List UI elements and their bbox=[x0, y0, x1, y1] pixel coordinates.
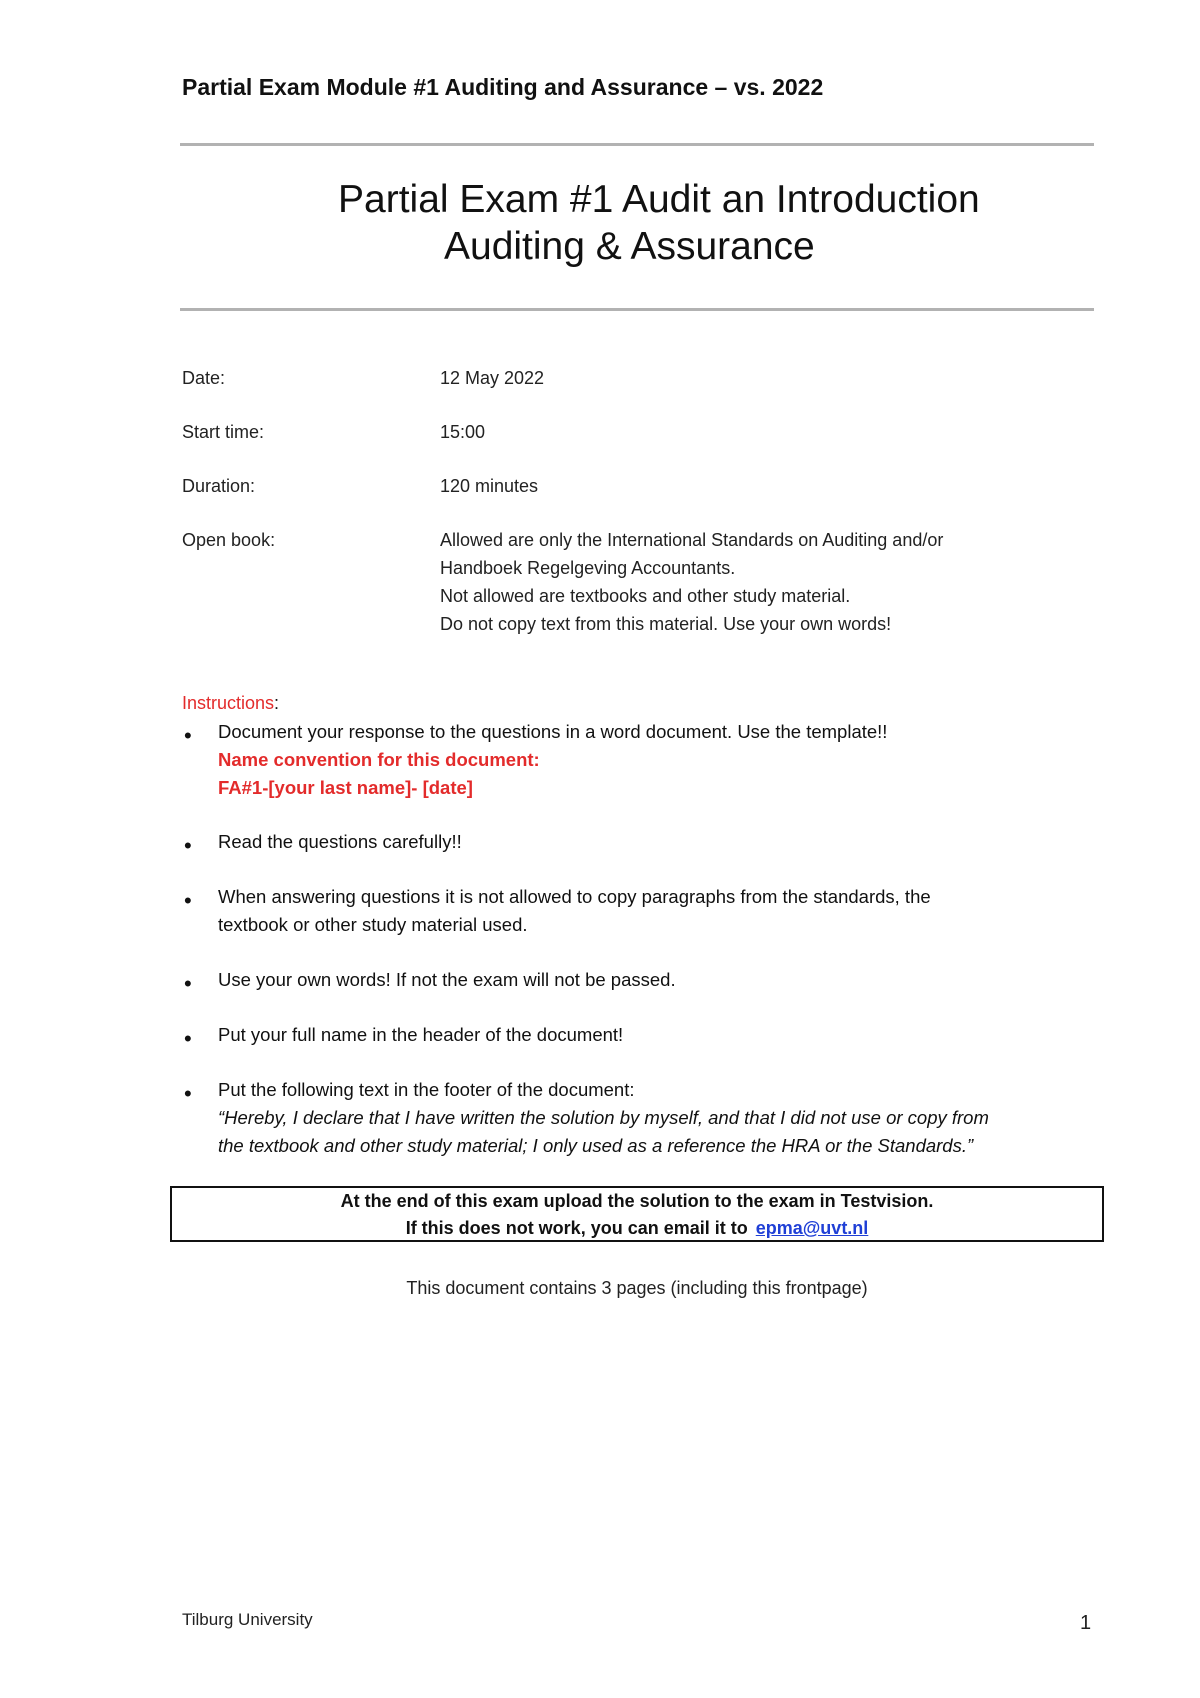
email-instruction: If this does not work, you can email it to bbox=[405, 1218, 748, 1238]
running-header: Partial Exam Module #1 Auditing and Assurance – vs. 2022 bbox=[182, 74, 824, 100]
instruction-item bbox=[218, 1076, 989, 1160]
start-time-value: 15:00 bbox=[440, 422, 486, 442]
name-convention-format: FA#1-[your last name]- [date] bbox=[218, 777, 473, 798]
open-book-rules bbox=[440, 526, 943, 638]
bullet-icon: • bbox=[184, 971, 192, 996]
instruction-item bbox=[218, 828, 462, 856]
instruction-item bbox=[218, 883, 931, 939]
instruction-text: Document your response to the questions in a word document. Use the template!! bbox=[218, 721, 888, 742]
upload-notice-box bbox=[170, 1186, 1104, 1242]
open-book-line: Handboek Regelgeving Accountants. bbox=[440, 558, 736, 578]
document-title: Partial Exam #1 Audit an Introduction bbox=[338, 178, 980, 221]
bullet-icon: • bbox=[184, 1081, 192, 1106]
instruction-text: Put the following text in the footer of the document: bbox=[218, 1079, 635, 1100]
declaration-quote-cont: the textbook and other study material; I only used as a reference the HRA or the Standards.” bbox=[218, 1135, 974, 1156]
instruction-text: Use your own words! If not the exam will not be passed. bbox=[218, 969, 676, 990]
upload-notice-email-line bbox=[172, 1215, 1102, 1242]
instruction-item bbox=[218, 966, 676, 994]
bullet-icon: • bbox=[184, 723, 192, 748]
page-number: 1 bbox=[1080, 1612, 1092, 1634]
footer-institution: Tilburg University bbox=[182, 1610, 313, 1629]
open-book-line: Allowed are only the International Standards on Auditing and/or bbox=[440, 530, 944, 550]
instruction-text-cont: textbook or other study material used. bbox=[218, 914, 528, 935]
date-label: Date: bbox=[182, 368, 226, 388]
open-book-line: Do not copy text from this material. Use your own words! bbox=[440, 614, 892, 634]
name-convention-label: Name convention for this document: bbox=[218, 749, 540, 770]
instructions-heading bbox=[182, 693, 279, 714]
duration-value: 120 minutes bbox=[440, 476, 539, 496]
duration-label: Duration: bbox=[182, 476, 256, 496]
instruction-item bbox=[218, 1021, 623, 1049]
date-value: 12 May 2022 bbox=[440, 368, 545, 388]
email-link[interactable]: epma@uvt.nl bbox=[755, 1218, 869, 1238]
instructions-colon: : bbox=[274, 693, 280, 713]
instruction-text: When answering questions it is not allowed to copy paragraphs from the standards, the bbox=[218, 886, 931, 907]
instruction-text: Put your full name in the header of the document! bbox=[218, 1024, 624, 1045]
divider-bottom bbox=[180, 308, 1094, 311]
bullet-icon: • bbox=[184, 1026, 192, 1051]
page-count-note: This document contains 3 pages (including this frontpage) bbox=[406, 1278, 868, 1298]
upload-notice-line: At the end of this exam upload the solution to the exam in Testvision. bbox=[340, 1191, 934, 1211]
divider-top bbox=[180, 143, 1094, 146]
declaration-quote: “Hereby, I declare that I have written the solution by myself, and that I did not use or copy from bbox=[218, 1107, 989, 1128]
instructions-label: Instructions bbox=[182, 693, 275, 713]
document-subtitle: Auditing & Assurance bbox=[444, 225, 815, 268]
bullet-icon: • bbox=[184, 833, 192, 858]
instruction-text: Read the questions carefully!! bbox=[218, 831, 462, 852]
open-book-line: Not allowed are textbooks and other study material. bbox=[440, 586, 851, 606]
instruction-item bbox=[218, 718, 887, 802]
bullet-icon: • bbox=[184, 888, 192, 913]
open-book-label: Open book: bbox=[182, 530, 276, 550]
start-time-label: Start time: bbox=[182, 422, 265, 442]
